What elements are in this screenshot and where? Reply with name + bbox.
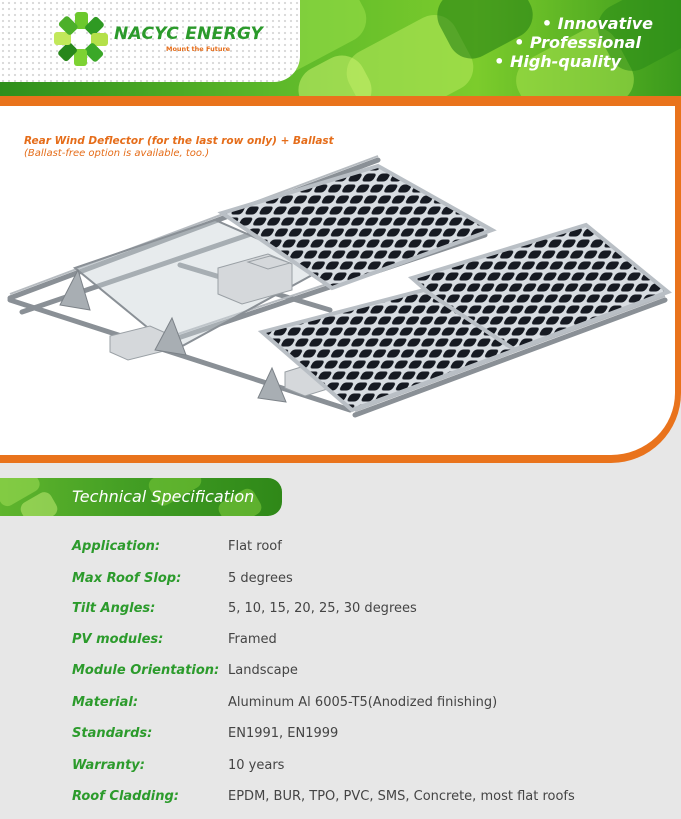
spec-title: Technical Specification <box>72 487 255 506</box>
spec-row-material <box>72 692 497 712</box>
spec-label: Roof Cladding: <box>72 788 180 804</box>
spec-row-max-roof-slope <box>72 568 293 588</box>
spec-value: Framed <box>228 631 277 647</box>
spec-value: Aluminum Al 6005-T5(Anodized finishing) <box>228 694 498 710</box>
spec-label: Standards: <box>72 725 153 741</box>
slogan-list <box>494 14 653 71</box>
spec-label: Max Roof Slop: <box>72 570 182 586</box>
spec-label: PV modules: <box>72 631 164 647</box>
spec-label: Warranty: <box>72 757 145 773</box>
orange-divider <box>0 96 681 106</box>
caption-title: Rear Wind Deflector (for the last row only) + Ballast <box>24 135 334 147</box>
spec-label: Module Orientation: <box>72 662 220 678</box>
spec-value: 10 years <box>228 757 285 773</box>
slogan-professional: • Professional <box>514 33 641 52</box>
slogan-innovative: • Innovative <box>541 14 653 33</box>
brand-name: NACYC ENERGY <box>114 24 264 44</box>
slogan-high-quality: • High-quality <box>494 52 621 71</box>
brand-tagline: Mount the Future <box>166 45 231 53</box>
spec-row-module-orientation <box>72 660 298 680</box>
spec-value: 5, 10, 15, 20, 25, 30 degrees <box>228 600 417 616</box>
brand <box>114 24 263 53</box>
spec-row-warranty <box>72 755 284 775</box>
mounting-system-illustration <box>0 150 681 450</box>
logo-icon <box>52 10 110 68</box>
spec-value: Landscape <box>228 662 298 678</box>
spec-row-tilt-angles <box>72 598 417 618</box>
spec-row-pv-modules <box>72 629 277 649</box>
spec-value: EN1991, EN1999 <box>228 725 339 741</box>
spec-label: Material: <box>72 694 139 710</box>
spec-value: Flat roof <box>228 538 282 554</box>
spec-label: Application: <box>72 538 161 554</box>
spec-row-standards <box>72 723 338 743</box>
spec-row-application <box>72 536 282 556</box>
spec-value: EPDM, BUR, TPO, PVC, SMS, Concrete, most flat roofs <box>228 788 575 804</box>
caption-note: (Ballast-free option is available, too.) <box>24 148 210 159</box>
spec-label: Tilt Angles: <box>72 600 156 616</box>
spec-value: 5 degrees <box>228 570 293 586</box>
spec-row-roof-cladding <box>72 786 575 806</box>
